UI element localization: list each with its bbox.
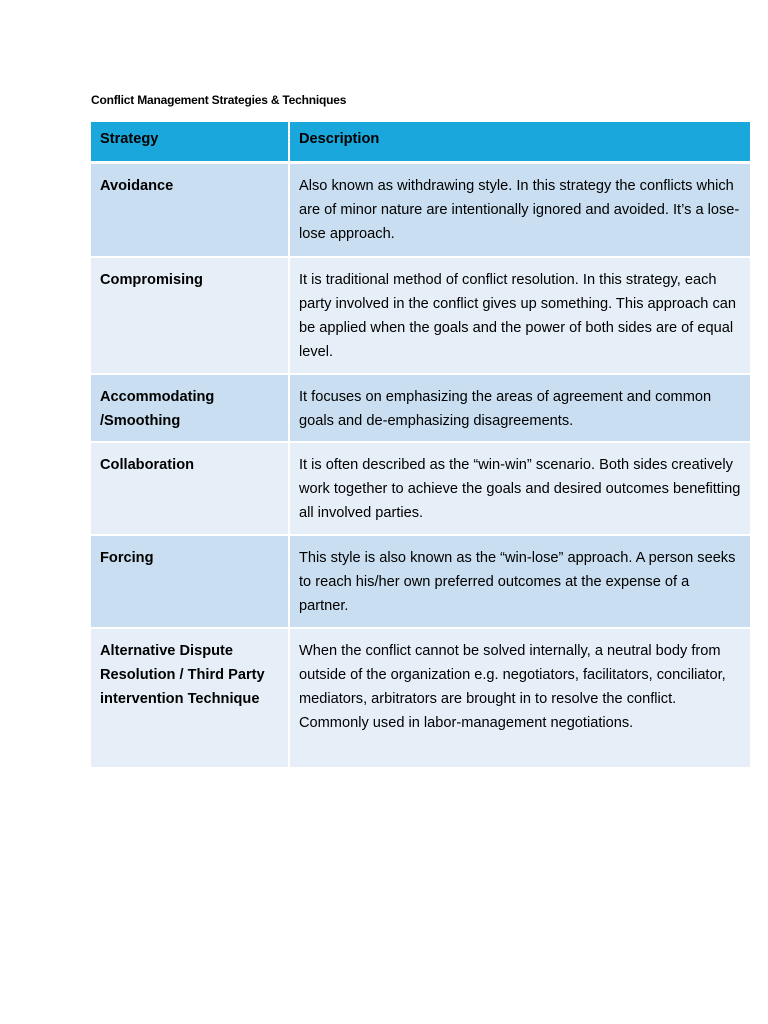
strategy-name: Accommodating /Smoothing [91,374,289,442]
strategy-name: Avoidance [91,163,289,257]
table-row [91,628,750,768]
strategy-description: This style is also known as the “win-lose” approach. A person seeks to reach his/her own preferred outcomes at the expense of a partner. [289,535,750,628]
strategy-description: It is traditional method of conflict resolution. In this strategy, each party involved in the conflict gives up something. This approach can be applied when the goals and the power of both sides are of equal level. [289,257,750,374]
strategy-name: Alternative Dispute Resolution / Third Party intervention Technique [91,628,289,768]
header-strategy: Strategy [91,122,289,163]
strategy-name: Collaboration [91,442,289,535]
document-title: Conflict Management Strategies & Techniques [91,93,347,107]
header-description: Description [289,122,750,163]
strategy-description: It is often described as the “win-win” scenario. Both sides creatively work together to achieve the goals and desired outcomes benefitting all involved parties. [289,442,750,535]
table-row [91,257,750,374]
strategy-description: When the conflict cannot be solved internally, a neutral body from outside of the organization e.g. negotiators, facilitators, conciliator, mediators, arbitrators are brought in to resolve the conflict. Commonly used in labor-management negotiations. [289,628,750,768]
strategy-table [91,122,750,769]
header-row [91,122,750,163]
strategy-description: Also known as withdrawing style. In this strategy the conflicts which are of minor nature are intentionally ignored and avoided. It’s a lose-lose approach. [289,163,750,257]
table-row [91,535,750,628]
strategy-name: Forcing [91,535,289,628]
table-header [91,122,750,163]
strategy-description: It focuses on emphasizing the areas of agreement and common goals and de-emphasizing disagreements. [289,374,750,442]
table-body [91,163,750,768]
table-row [91,374,750,442]
strategy-name: Compromising [91,257,289,374]
table-row [91,442,750,535]
table-row [91,163,750,257]
